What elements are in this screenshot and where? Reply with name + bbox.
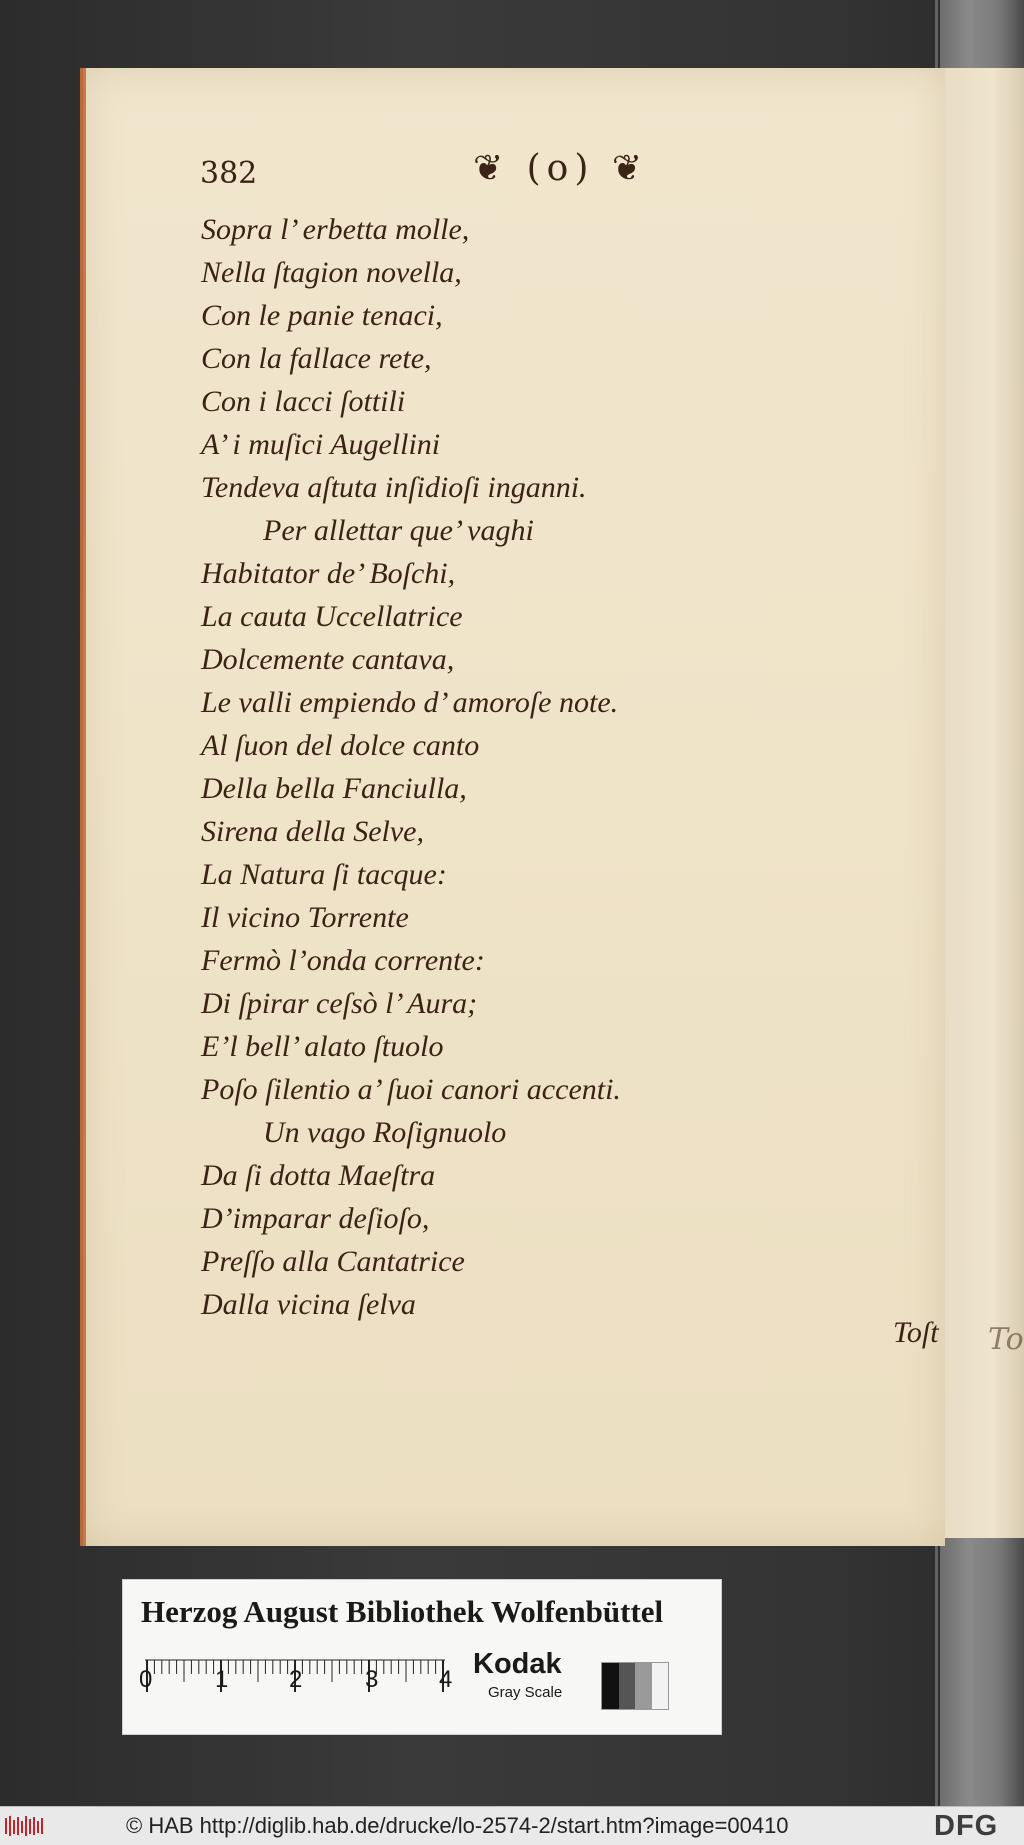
- gray-scale-swatch: [601, 1662, 669, 1710]
- hab-logo-icon: [4, 1815, 46, 1837]
- verse-line: Di ſpirar ceſsò l’ Aura;: [201, 987, 478, 1020]
- catchword: Toſt: [893, 1316, 939, 1349]
- poem-text: [201, 208, 761, 1326]
- verse-line: La cauta Uccellatrice: [201, 600, 463, 633]
- verse-line: Con la fallace rete,: [201, 342, 432, 375]
- verse-line: La Natura ſi tacque:: [201, 858, 447, 891]
- footer-bar: [0, 1806, 1024, 1845]
- verse-line: Al ſuon del dolce canto: [201, 729, 480, 762]
- verse-line: Fermò l’onda corrente:: [201, 944, 485, 977]
- color-calibration-card: [123, 1580, 721, 1734]
- verse-line: Un vago Roſignuolo: [263, 1116, 507, 1149]
- verse-line: E’l bell’ alato ſtuolo: [201, 1030, 444, 1063]
- verse-line: Habitator de’ Boſchi,: [201, 557, 456, 590]
- verse-line: Le valli empiendo d’ amoroſe note.: [201, 686, 619, 719]
- ruler-label-2: 2: [289, 1666, 303, 1693]
- kodak-logo: Kodak: [473, 1648, 562, 1680]
- header-ornament: ❦ (o) ❦: [473, 148, 648, 189]
- verse-line: Della bella Fanciulla,: [201, 772, 467, 805]
- page-number: 382: [200, 156, 258, 191]
- verse-line: Sirena della Selve,: [201, 815, 424, 848]
- footer-source-link[interactable]: © HAB http://diglib.hab.de/drucke/lo-2574-2/start.htm?image=00410: [126, 1813, 789, 1838]
- book-page: [80, 68, 945, 1546]
- card-title: Herzog August Bibliothek Wolfenbüttel: [141, 1594, 664, 1629]
- verse-line: A’ i muſici Augellini: [201, 428, 441, 461]
- verse-line: Il vicino Torrente: [201, 901, 409, 934]
- facing-catchword-ghost: To: [988, 1322, 1024, 1357]
- facing-page-sliver: [944, 68, 1024, 1538]
- ruler-label-4: 4: [439, 1666, 453, 1693]
- verse-line: Nella ſtagion novella,: [201, 256, 462, 289]
- verse-line: D’imparar deſioſo,: [201, 1202, 430, 1235]
- verse-line: Poſo ſilentio a’ ſuoi canori accenti.: [201, 1073, 621, 1106]
- ruler-label-0: 0: [139, 1666, 153, 1693]
- verse-line: Per allettar que’ vaghi: [263, 514, 534, 547]
- verse-line: Sopra l’ erbetta molle,: [201, 213, 470, 246]
- dfg-logo: DFG: [934, 1810, 999, 1842]
- verse-line: Dalla vicina ſelva: [201, 1288, 416, 1321]
- ruler-label-3: 3: [365, 1666, 379, 1693]
- gray-scale-label: Gray Scale: [488, 1684, 563, 1701]
- verse-line: Preſſo alla Cantatrice: [201, 1245, 465, 1278]
- ruler-label-1: 1: [215, 1666, 229, 1693]
- verse-line: Dolcemente cantava,: [201, 643, 455, 676]
- verse-line: Da ſi dotta Maeſtra: [201, 1159, 436, 1192]
- verse-line: Tendeva aſtuta inſidioſi inganni.: [201, 471, 587, 504]
- verse-line: Con i lacci ſottili: [201, 385, 406, 418]
- verse-line: Con le panie tenaci,: [201, 299, 443, 332]
